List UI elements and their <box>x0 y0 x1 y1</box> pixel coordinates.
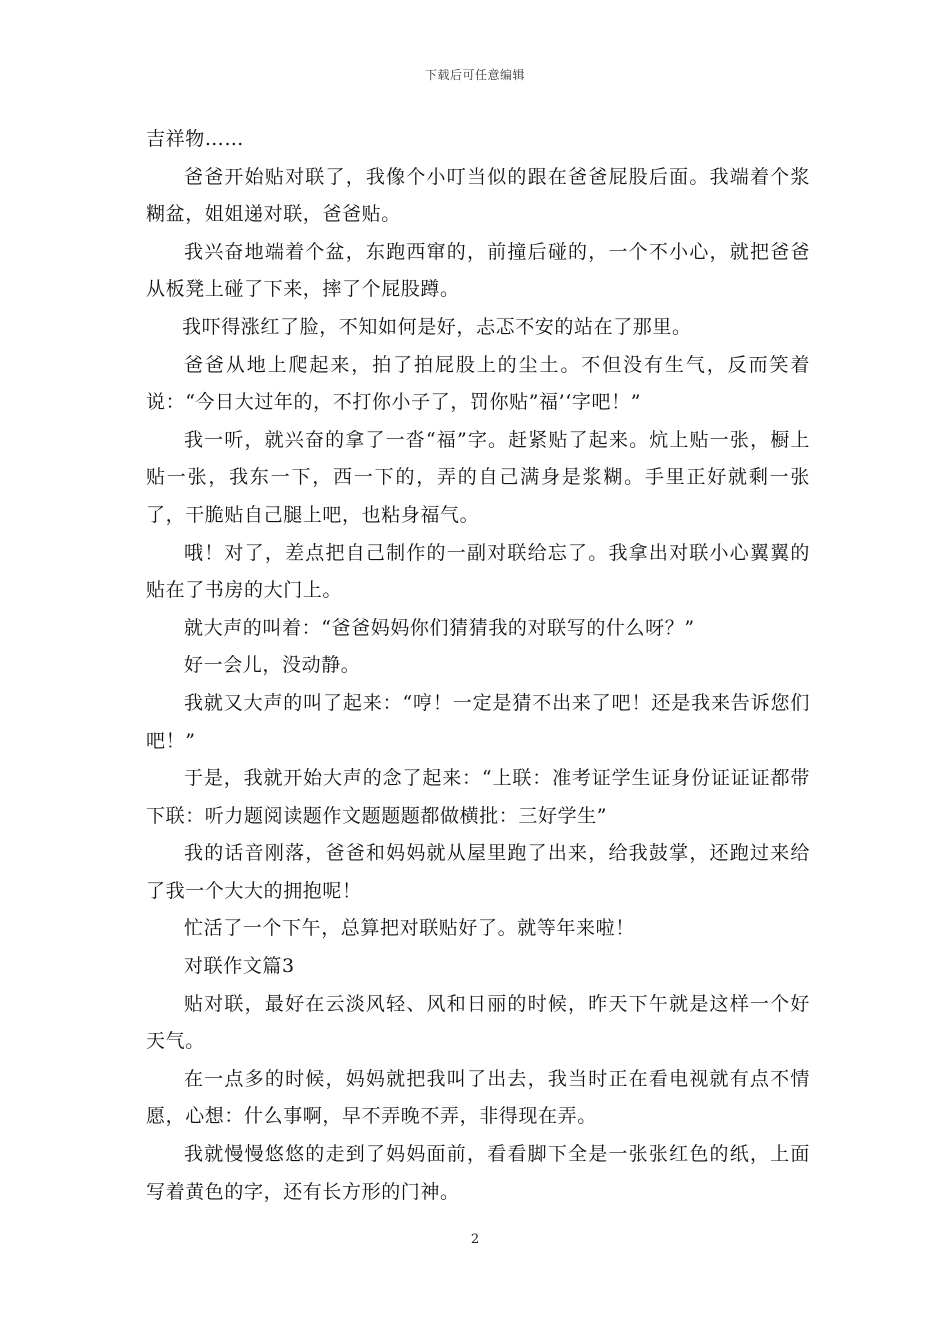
paragraph-15: 贴对联，最好在云淡风轻、风和日丽的时候，昨天下午就是这样一个好天气。 <box>146 992 810 1053</box>
paragraph-1: 吉祥物…… <box>146 128 245 150</box>
page-header: 下载后可任意编辑 <box>424 68 525 82</box>
paragraph-12: 我的话音刚落，爸爸和妈妈就从屋里跑了出来，给我鼓掌，还跑过来给了我一个大大的拥抱呢！ <box>146 842 810 902</box>
paragraph-3: 我兴奋地端着个盆，东跑西窜的，前撞后碰的，一个不小心，就把爸爸从板凳上碰了下来，摔了个屁股蹲。 <box>146 240 810 301</box>
paragraph-4: 我吓得涨红了脸，不知如何是好，忐忑不安的站在了那里。 <box>182 315 692 338</box>
page-number: 2 <box>470 1232 480 1247</box>
paragraph-7: 哦！对了，差点把自己制作的一副对联给忘了。我拿出对联小心翼翼的贴在了书房的大门上。 <box>146 541 810 602</box>
paragraph-9: 好一会儿，没动静。 <box>184 654 361 677</box>
paragraph-13: 忙活了一个下午，总算把对联贴好了。就等年来啦！ <box>184 917 635 940</box>
paragraph-8: 就大声的叫着：“爸爸妈妈你们猜猜我的对联写的什么呀？” <box>184 616 695 639</box>
paragraph-5: 爸爸从地上爬起来，拍了拍屁股上的尘土。不但没有生气，反而笑着说：“今日大过年的，不打你小子了，罚你贴”福’‘字吧！” <box>146 353 810 414</box>
section-heading: 对联作文篇3 <box>184 955 295 978</box>
paragraph-17: 我就慢慢悠悠的走到了妈妈面前，看看脚下全是一张张红色的纸，上面写着黄色的字，还有长方形的门神。 <box>146 1143 810 1203</box>
paragraph-11: 于是，我就开始大声的念了起来：“上联：准考证学生证身份证证证都带下联：听力题阅读题作文题题题都做横批：三好学生” <box>146 767 810 827</box>
paragraph-10: 我就又大声的叫了起来：“哼！一定是猜不出来了吧！还是我来告诉您们吧！” <box>146 691 810 752</box>
document-body <box>146 121 810 1211</box>
paragraph-6: 我一听，就兴奋的拿了一沓“福”字。赶紧贴了起来。炕上贴一张，橱上贴一张，我东一下，西一下的，弄的自己满身是浆糊。手里正好就剩一张了，干脆贴自己腿上吧，也粘身福气。 <box>146 428 810 526</box>
paragraph-16: 在一点多的时候，妈妈就把我叫了出去，我当时正在看电视就有点不情愿，心想：什么事啊，早不弄晚不弄，非得现在弄。 <box>146 1067 810 1128</box>
paragraph-2: 爸爸开始贴对联了，我像个小叮当似的跟在爸爸屁股后面。我端着个浆糊盆，姐姐递对联，爸爸贴。 <box>146 165 810 226</box>
